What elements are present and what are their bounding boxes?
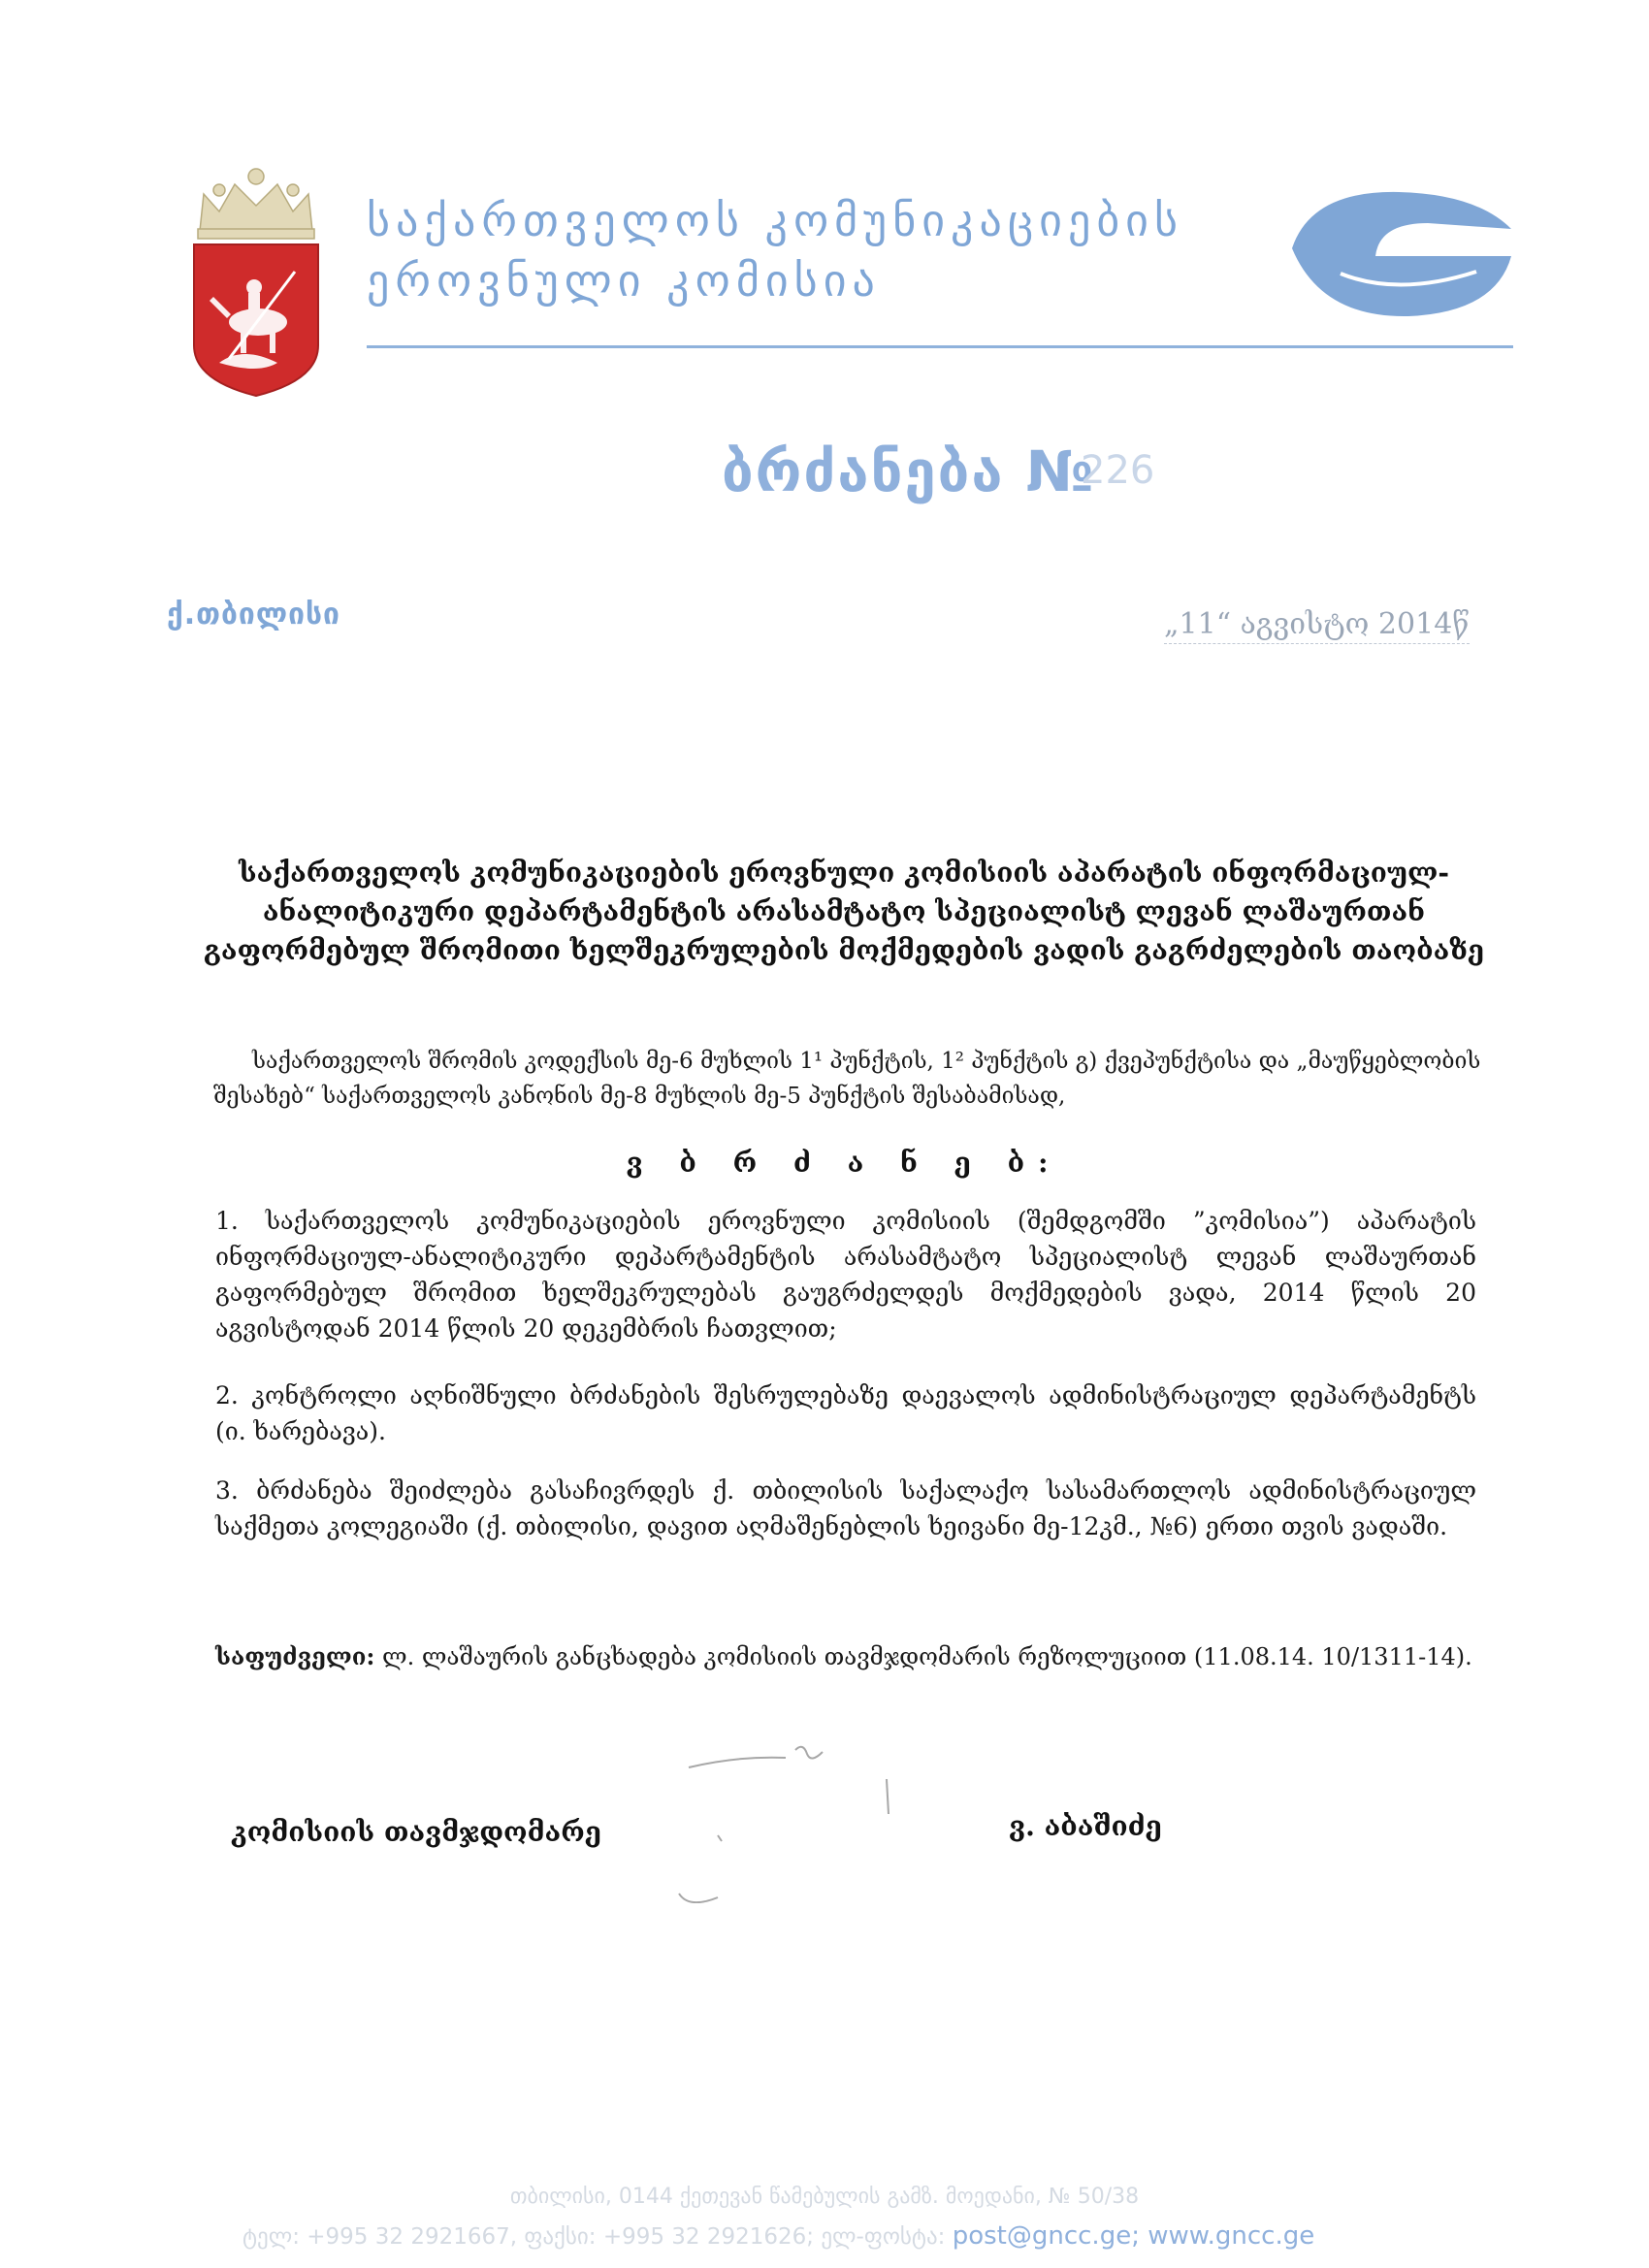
footer-address: თბილისი, 0144 ქეთევან წამებულის გამზ. მოედანი, № 50/38: [509, 2185, 1140, 2209]
signer-title: კომისიის თავმჯდომარე: [231, 1816, 601, 1848]
document-title: საქართველოს კომუნიკაციების ეროვნული კომისიის აპარატის ინფორმაციულ-ანალიტიკური დეპარტამენტის არასამტატო სპეციალისტ ლევან ლაშაურთან გაფორმებულ შრომითი ხელშეკრულების მოქმედების ვადის გაგრძელების თაობაზე: [203, 857, 1485, 966]
gncc-logo: [1282, 180, 1515, 326]
order-paragraph-3: 3. ბრძანება შეიძლება გასაჩივრდეს ქ. თბილისის საქალაქო სასამართლოს ადმინისტრაციულ საქმეთა კოლეგიაში (ქ. თბილისი, დავით აღმაშენებლის ხეივანი მე-12კმ., №6) ერთი თვის ვადაში.: [215, 1476, 1476, 1540]
organization-name-line1: საქართველოს კომუნიკაციების: [367, 194, 1183, 246]
legal-basis-text: საქართველოს შრომის კოდექსის მე-6 მუხლის 1¹ პუნქტის, 1² პუნქტის გ) ქვეპუნქტისა და „მაუწყებლობის შესახებ“ საქართველოს კანონის მე-8 მუხლის მე-5 პუნქტის შესაბამისად,: [213, 1049, 1481, 1109]
footer-contacts: [242, 2221, 1504, 2251]
handwritten-signature: [660, 1729, 912, 1903]
footer-phones: ტელ: +995 32 2921667, ფაქსი: +995 32 2921626; ელ-ფოსტა:: [242, 2224, 953, 2250]
footer-website-link[interactable]: www.gncc.ge: [1148, 2221, 1315, 2251]
basis-text: ლ. ლაშაურის განცხადება კომისიის თავმჯდომარის რეზოლუციით (11.08.14. 10/1311-14).: [374, 1643, 1472, 1670]
header-divider: [367, 345, 1513, 348]
coat-of-arms-logo: [190, 155, 322, 398]
order-paragraph-2: 2. კონტროლი აღნიშნული ბრძანების შესრულებაზე დაევალოს ადმინისტრაციულ დეპარტამენტს (ი. ხარებავა).: [215, 1381, 1476, 1445]
footer-separator: ;: [1131, 2221, 1148, 2251]
orders-heading: ვ ბ რ ძ ა ნ ე ბ:: [626, 1147, 1062, 1179]
basis-note: [215, 1639, 1476, 1674]
issue-city: ქ.თბილისი: [167, 598, 340, 632]
order-number: 226: [1081, 448, 1155, 493]
organization-name-line2: ეროვნული კომისია: [367, 254, 881, 307]
basis-label: საფუძველი:: [215, 1642, 375, 1670]
order-title: ბრძანება №: [722, 438, 1096, 504]
signer-name: ვ. აბაშიძე: [1009, 1810, 1162, 1842]
issue-date: „11“ აგვისტო 2014წ: [1164, 607, 1470, 644]
footer-email-link[interactable]: post@gncc.ge: [952, 2221, 1132, 2251]
order-paragraph-1: 1. საქართველოს კომუნიკაციების ეროვნული კომისიის (შემდგომში ”კომისია”) აპარატის ინფორმაციულ-ანალიტიკური დეპარტამენტის არასამტატო სპეციალისტ ლევან ლაშაურთან გაფორმებულ შრომით ხელშეკრულებას გაუგრძელდეს მოქმედების ვადა, 2014 წლის 20 აგვისტოდან 2014 წლის 20 დეკემბრის ჩათვლით;: [215, 1207, 1476, 1343]
